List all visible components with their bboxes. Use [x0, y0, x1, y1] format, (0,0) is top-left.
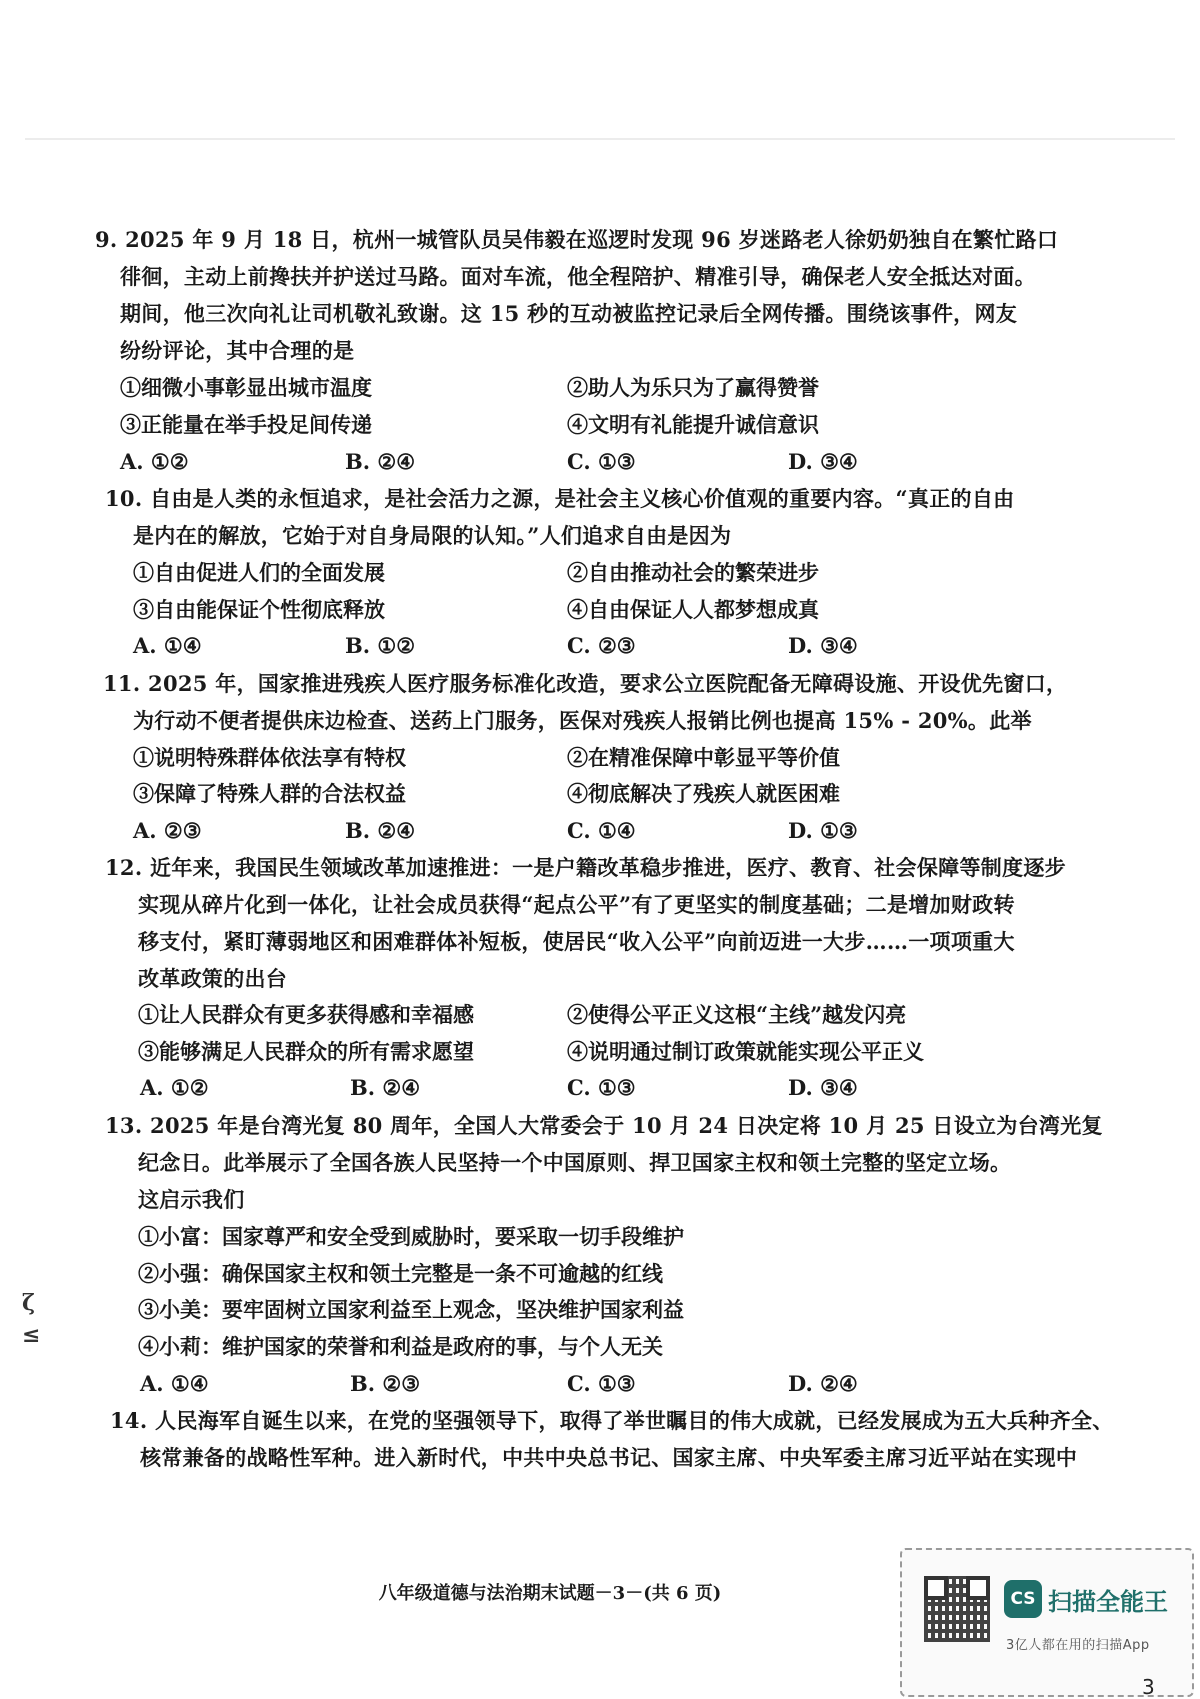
scan-edge: [25, 138, 1175, 140]
option-4: ④说明通过制订政策就能实现公平正义: [567, 1039, 924, 1064]
answer-a: A. ①④: [133, 633, 202, 658]
answer-d: D. ③④: [788, 449, 858, 474]
option-2: ②在精准保障中彰显平等价值: [567, 745, 840, 770]
answer-b: B. ①②: [345, 633, 416, 658]
camscanner-logo-icon: CS: [1004, 1580, 1042, 1618]
watermark-brand: 扫描全能王: [1048, 1588, 1168, 1616]
answer-a: A. ①④: [140, 1371, 209, 1396]
option-1: ①让人民群众有更多获得感和幸福感: [138, 1002, 474, 1027]
watermark-slogan: 3亿人都在用的扫描App: [1006, 1638, 1150, 1653]
option-2: ②使得公平正义这根“主线”越发闪亮: [567, 1002, 907, 1027]
option-3: ③保障了特殊人群的合法权益: [133, 781, 406, 806]
question-line: 为行动不便者提供床边检查、送药上门服务，医保对残疾人报销比例也提高 15% - 20%。此举: [133, 708, 1032, 733]
answer-a: A. ①②: [140, 1075, 209, 1100]
answer-b: B. ②④: [350, 1075, 421, 1100]
answer-c: C. ①③: [567, 1075, 636, 1100]
question-line: 13. 2025 年是台湾光复 80 周年，全国人大常委会于 10 月 24 日决定将 10 月 25 日设立为台湾光复: [105, 1113, 1103, 1138]
question-line: 期间，他三次向礼让司机敬礼致谢。这 15 秒的互动被监控记录后全网传播。围绕该事件，网友: [120, 301, 1018, 326]
option-3: ③正能量在举手投足间传递: [120, 412, 372, 437]
margin-mark: ζ: [22, 1290, 36, 1316]
question-line: 核常兼备的战略性军种。进入新时代，中共中央总书记、国家主席、中央军委主席习近平站在实现中: [140, 1445, 1078, 1470]
question-line: 这启示我们: [138, 1187, 245, 1212]
option-2: ②小强：确保国家主权和领土完整是一条不可逾越的红线: [138, 1261, 663, 1286]
option-3: ③小美：要牢固树立国家利益至上观念，坚决维护国家利益: [138, 1297, 684, 1322]
question-line: 纷纷评论，其中合理的是: [120, 338, 355, 363]
question-line: 9. 2025 年 9 月 18 日，杭州一城管队员吴伟毅在巡逻时发现 96 岁迷路老人徐奶奶独自在繁忙路口: [95, 227, 1059, 252]
page-number: 3: [1142, 1675, 1155, 1699]
question-line: 纪念日。此举展示了全国各族人民坚持一个中国原则、捍卫国家主权和领土完整的坚定立场。: [138, 1150, 1012, 1175]
answer-b: B. ②④: [345, 449, 416, 474]
page-footer: 八年级道德与法治期末试题－3－(共 6 页): [378, 1583, 722, 1604]
answer-d: D. ②④: [788, 1371, 858, 1396]
answer-c: C. ②③: [567, 633, 636, 658]
question-line: 12. 近年来，我国民生领域改革加速推进：一是户籍改革稳步推进，医疗、教育、社会保障等制度逐步: [105, 855, 1066, 880]
answer-b: B. ②③: [350, 1371, 421, 1396]
answer-d: D. ③④: [788, 1075, 858, 1100]
option-3: ③自由能保证个性彻底释放: [133, 597, 385, 622]
question-line: 徘徊，主动上前搀扶并护送过马路。面对车流，他全程陪护、精准引导，确保老人安全抵达对面。: [120, 264, 1036, 289]
answer-c: C. ①④: [567, 818, 636, 843]
option-4: ④小莉：维护国家的荣誉和利益是政府的事，与个人无关: [138, 1334, 663, 1359]
option-4: ④文明有礼能提升诚信意识: [567, 412, 819, 437]
option-1: ①小富：国家尊严和安全受到威胁时，要采取一切手段维护: [138, 1224, 684, 1249]
option-1: ①细微小事彰显出城市温度: [120, 375, 372, 400]
question-line: 移支付，紧盯薄弱地区和困难群体补短板，使居民“收入公平”向前迈进一大步……一项项重大: [138, 929, 1015, 954]
option-4: ④自由保证人人都梦想成真: [567, 597, 819, 622]
answer-c: C. ①③: [567, 1371, 636, 1396]
question-line: 是内在的解放，它始于对自身局限的认知。”人们追求自由是因为: [133, 523, 732, 548]
margin-mark: ≤: [22, 1322, 41, 1348]
answer-d: D. ①③: [788, 818, 858, 843]
question-line: 10. 自由是人类的永恒追求，是社会活力之源，是社会主义核心价值观的重要内容。“真正的自由: [105, 486, 1015, 511]
answer-b: B. ②④: [345, 818, 416, 843]
option-1: ①自由促进人们的全面发展: [133, 560, 385, 585]
question-line: 14. 人民海军自诞生以来，在党的坚强领导下，取得了举世瞩目的伟大成就，已经发展成为五大兵种齐全、: [110, 1408, 1114, 1433]
answer-a: A. ②③: [133, 818, 202, 843]
qr-code-icon: [924, 1576, 990, 1642]
option-2: ②自由推动社会的繁荣进步: [567, 560, 819, 585]
answer-a: A. ①②: [120, 449, 189, 474]
option-1: ①说明特殊群体依法享有特权: [133, 745, 406, 770]
option-3: ③能够满足人民群众的所有需求愿望: [138, 1039, 474, 1064]
question-line: 改革政策的出台: [138, 966, 288, 991]
question-line: 11. 2025 年，国家推进残疾人医疗服务标准化改造，要求公立医院配备无障碍设施、开设优先窗口，: [103, 671, 1068, 696]
answer-c: C. ①③: [567, 449, 636, 474]
question-line: 实现从碎片化到一体化，让社会成员获得“起点公平”有了更坚实的制度基础；二是增加财政转: [138, 892, 1015, 917]
answer-d: D. ③④: [788, 633, 858, 658]
option-4: ④彻底解决了残疾人就医困难: [567, 781, 840, 806]
option-2: ②助人为乐只为了赢得赞誉: [567, 375, 819, 400]
